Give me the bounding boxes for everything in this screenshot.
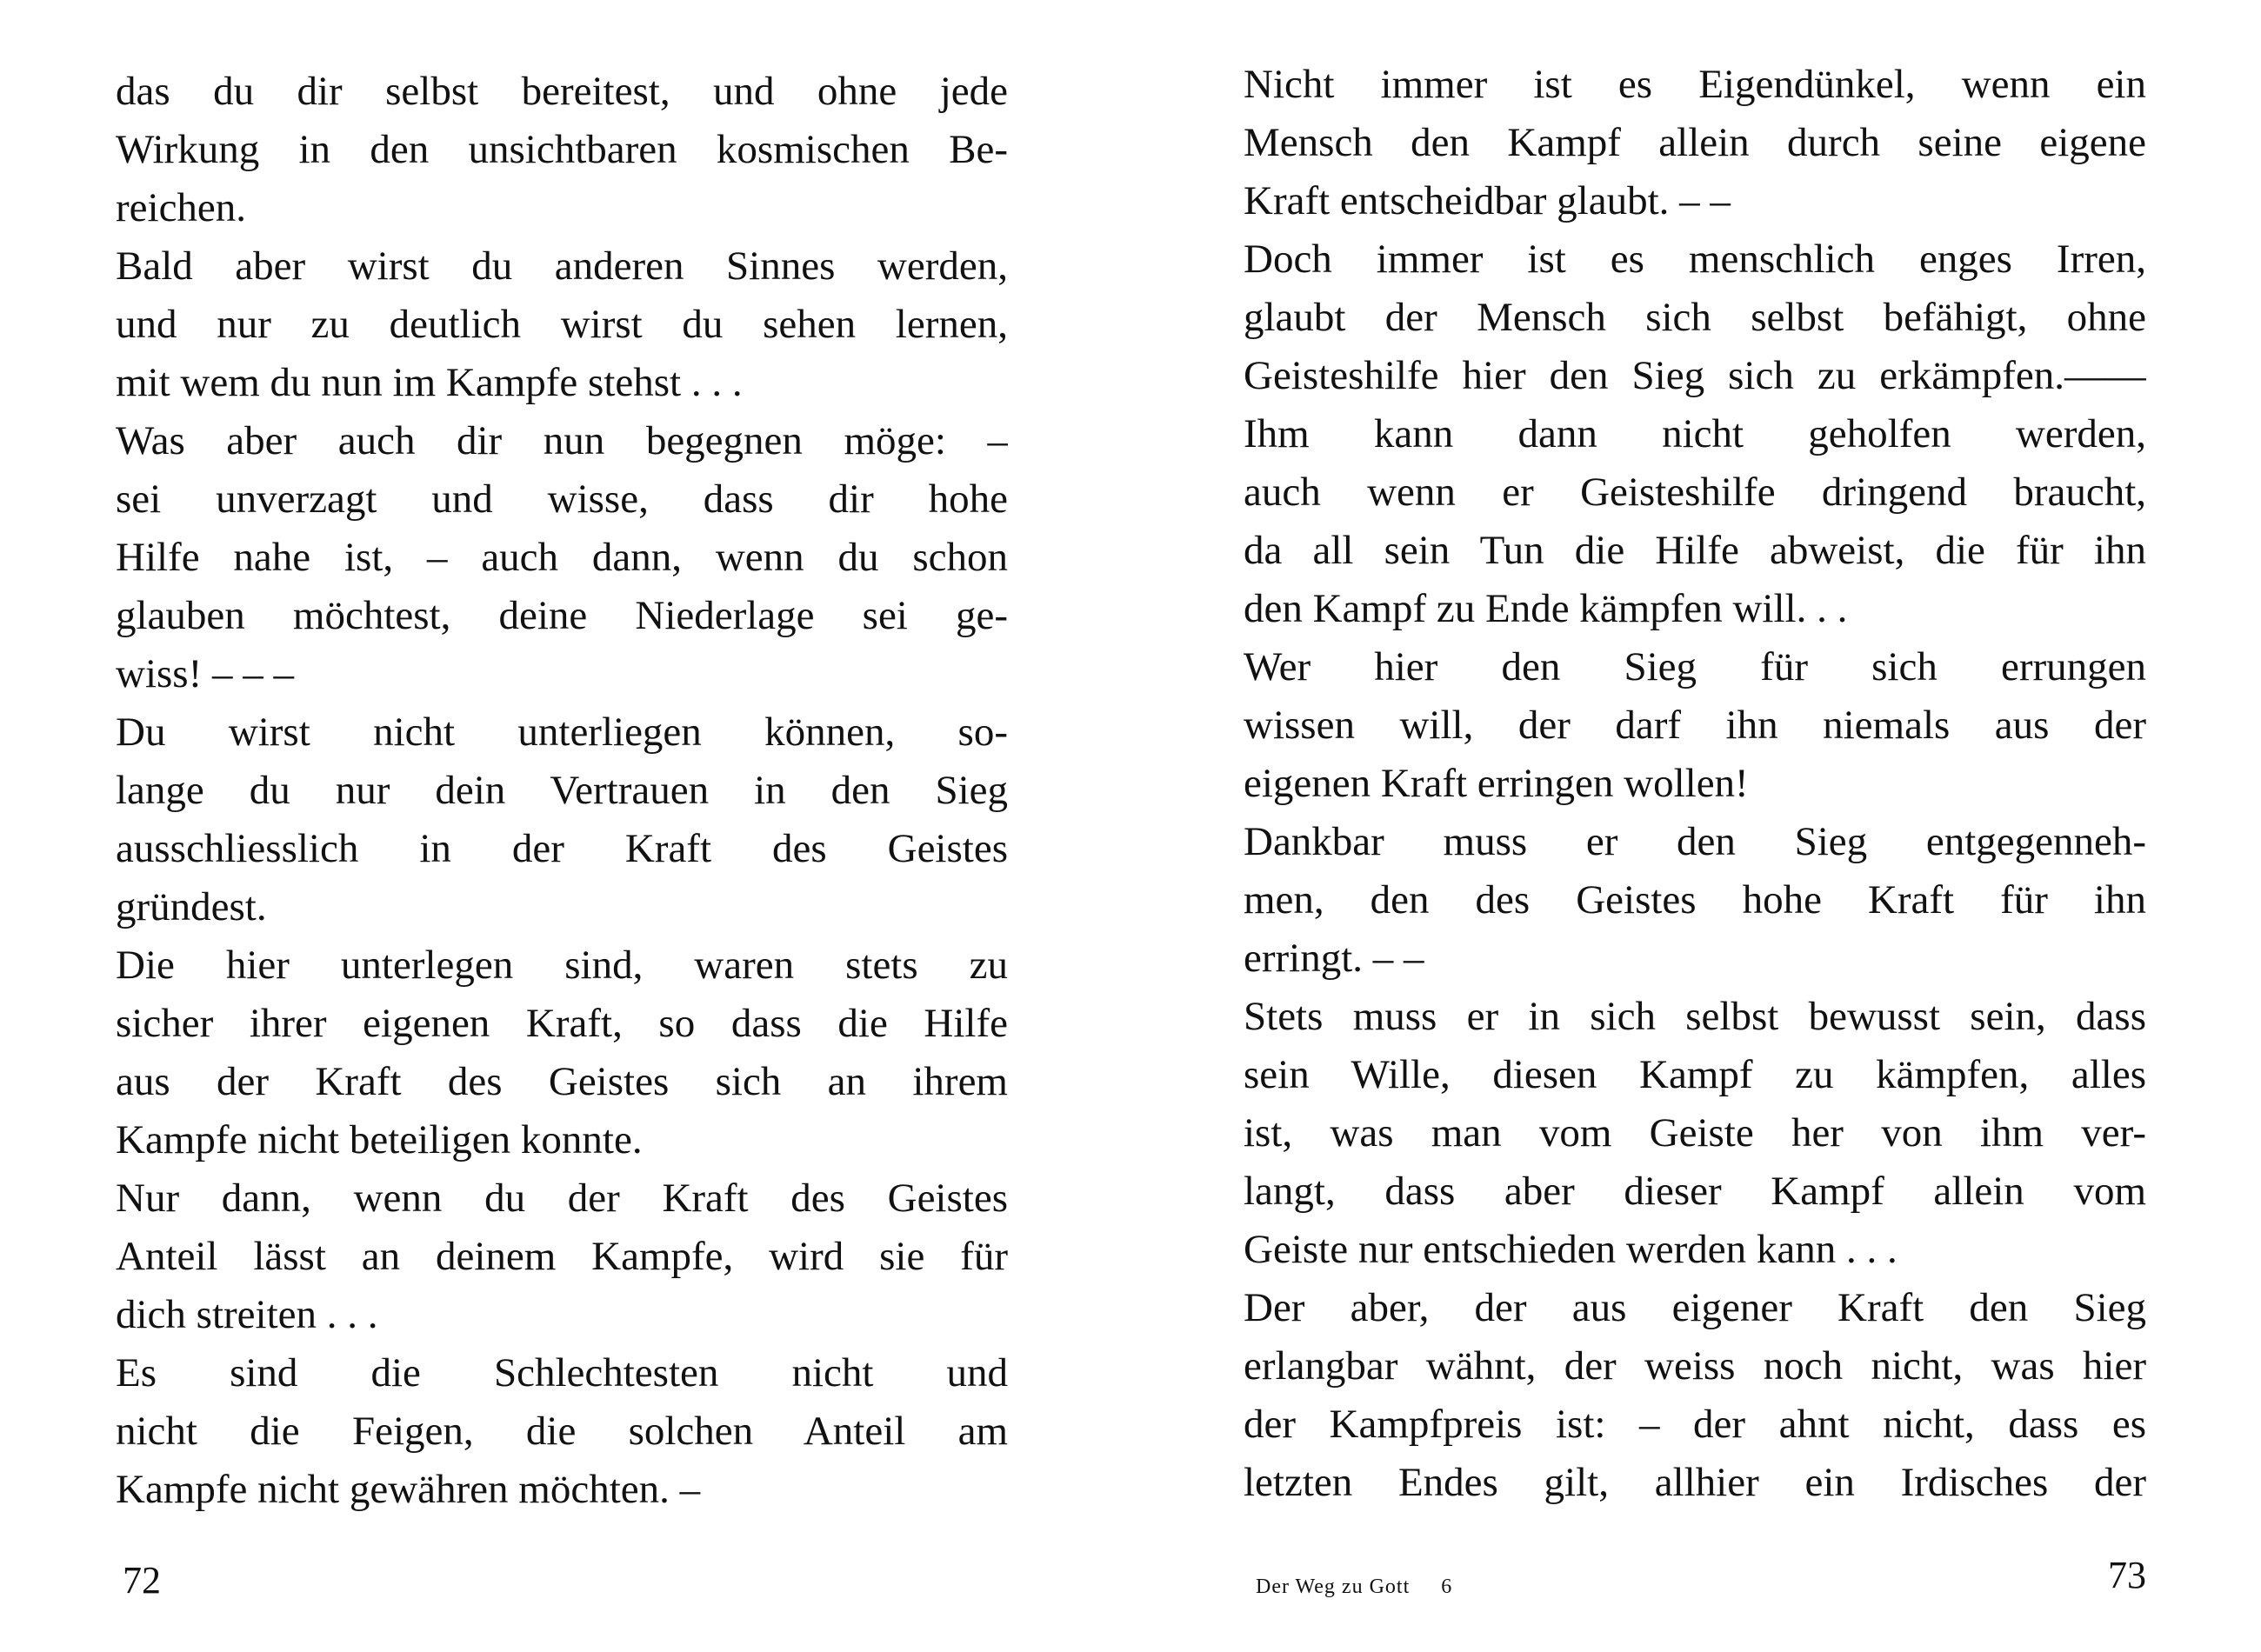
text-line: glaubt der Mensch sich selbst befähigt, ohne bbox=[1244, 295, 2146, 340]
text-line: und nur zu deutlich wirst du sehen lernen, bbox=[116, 302, 1008, 347]
text-line: erringt. – – bbox=[1244, 936, 1424, 981]
signature-number: 6 bbox=[1441, 1575, 1453, 1598]
text-line: das du dir selbst bereitest, und ohne jede bbox=[116, 69, 1008, 114]
text-line: Nicht immer ist es Eigendünkel, wenn ein bbox=[1244, 62, 2146, 107]
text-line: Mensch den Kampf allein durch seine eigene bbox=[1244, 120, 2146, 165]
text-line: Bald aber wirst du anderen Sinnes werden, bbox=[116, 243, 1008, 289]
text-line: lange du nur dein Vertrauen in den Sieg bbox=[116, 768, 1008, 813]
text-line: Es sind die Schlechtesten nicht und bbox=[116, 1350, 1008, 1396]
text-line: Wirkung in den unsichtbaren kosmischen Be- bbox=[116, 127, 1008, 172]
right-page bbox=[1244, 0, 2146, 1652]
text-line: Kampfe nicht gewähren möchten. – bbox=[116, 1467, 701, 1512]
text-line: sicher ihrer eigenen Kraft, so dass die Hilfe bbox=[116, 1001, 1008, 1046]
text-line: aus der Kraft des Geistes sich an ihrem bbox=[116, 1059, 1008, 1104]
text-line: wiss! – – – bbox=[116, 651, 294, 696]
text-line: Anteil lässt an deinem Kampfe, wird sie für bbox=[116, 1234, 1008, 1279]
text-line: sei unverzagt und wisse, dass dir hohe bbox=[116, 476, 1008, 522]
page-number-left: 72 bbox=[123, 1559, 161, 1602]
text-line: Wer hier den Sieg für sich errungen bbox=[1244, 644, 2146, 689]
text-line: Die hier unterlegen sind, waren stets zu bbox=[116, 943, 1008, 988]
text-line: Stets muss er in sich selbst bewusst sein, dass bbox=[1244, 994, 2146, 1039]
text-line: dich streiten . . . bbox=[116, 1292, 378, 1337]
text-line: men, den des Geistes hohe Kraft für ihn bbox=[1244, 877, 2146, 923]
text-line: Geisteshilfe hier den Sieg sich zu erkämpfen.—— bbox=[1244, 353, 2146, 398]
text-line: reichen. bbox=[116, 185, 247, 230]
text-line: wissen will, der darf ihn niemals aus der bbox=[1244, 703, 2146, 748]
text-line: der Kampfpreis ist: – der ahnt nicht, dass es bbox=[1244, 1402, 2146, 1447]
text-line: letzten Endes gilt, allhier ein Irdisches der bbox=[1244, 1460, 2146, 1505]
right-page-text bbox=[1244, 56, 2146, 1512]
signature-mark bbox=[1256, 1574, 1452, 1600]
text-line: Nur dann, wenn du der Kraft des Geistes bbox=[116, 1176, 1008, 1221]
page-number-right: 73 bbox=[2108, 1554, 2146, 1596]
text-line: gründest. bbox=[116, 884, 267, 929]
text-line: den Kampf zu Ende kämpfen will. . . bbox=[1244, 586, 1848, 631]
text-line: langt, dass aber dieser Kampf allein vom bbox=[1244, 1169, 2146, 1214]
text-line: Du wirst nicht unterliegen können, so- bbox=[116, 709, 1008, 755]
text-line: Hilfe nahe ist, – auch dann, wenn du schon bbox=[116, 535, 1008, 580]
text-line: da all sein Tun die Hilfe abweist, die für ihn bbox=[1244, 528, 2146, 573]
text-line: Was aber auch dir nun begegnen möge: – bbox=[116, 418, 1008, 463]
text-line: Kampfe nicht beteiligen konnte. bbox=[116, 1117, 643, 1162]
text-line: ausschliesslich in der Kraft des Geistes bbox=[116, 826, 1008, 871]
text-line: ist, was man vom Geiste her von ihm ver- bbox=[1244, 1110, 2146, 1156]
text-line: Kraft entscheidbar glaubt. – – bbox=[1244, 178, 1731, 223]
text-line: erlangbar wähnt, der weiss noch nicht, was hier bbox=[1244, 1343, 2146, 1389]
text-line: Geiste nur entschieden werden kann . . . bbox=[1244, 1227, 1898, 1272]
text-line: Ihm kann dann nicht geholfen werden, bbox=[1244, 411, 2146, 456]
signature-title: Der Weg zu Gott bbox=[1256, 1575, 1411, 1598]
text-line: Der aber, der aus eigener Kraft den Sieg bbox=[1244, 1285, 2146, 1330]
text-line: sein Wille, diesen Kampf zu kämpfen, alles bbox=[1244, 1052, 2146, 1097]
left-page bbox=[116, 0, 1008, 1652]
text-line: Doch immer ist es menschlich enges Irren, bbox=[1244, 236, 2146, 282]
left-page-text bbox=[116, 63, 1008, 1519]
text-line: glauben möchtest, deine Niederlage sei ge- bbox=[116, 593, 1008, 638]
text-line: nicht die Feigen, die solchen Anteil am bbox=[116, 1409, 1008, 1454]
text-line: mit wem du nun im Kampfe stehst . . . bbox=[116, 360, 743, 405]
text-line: auch wenn er Geisteshilfe dringend braucht, bbox=[1244, 470, 2146, 515]
text-line: eigenen Kraft erringen wollen! bbox=[1244, 761, 1749, 806]
text-line: Dankbar muss er den Sieg entgegenneh- bbox=[1244, 819, 2146, 864]
